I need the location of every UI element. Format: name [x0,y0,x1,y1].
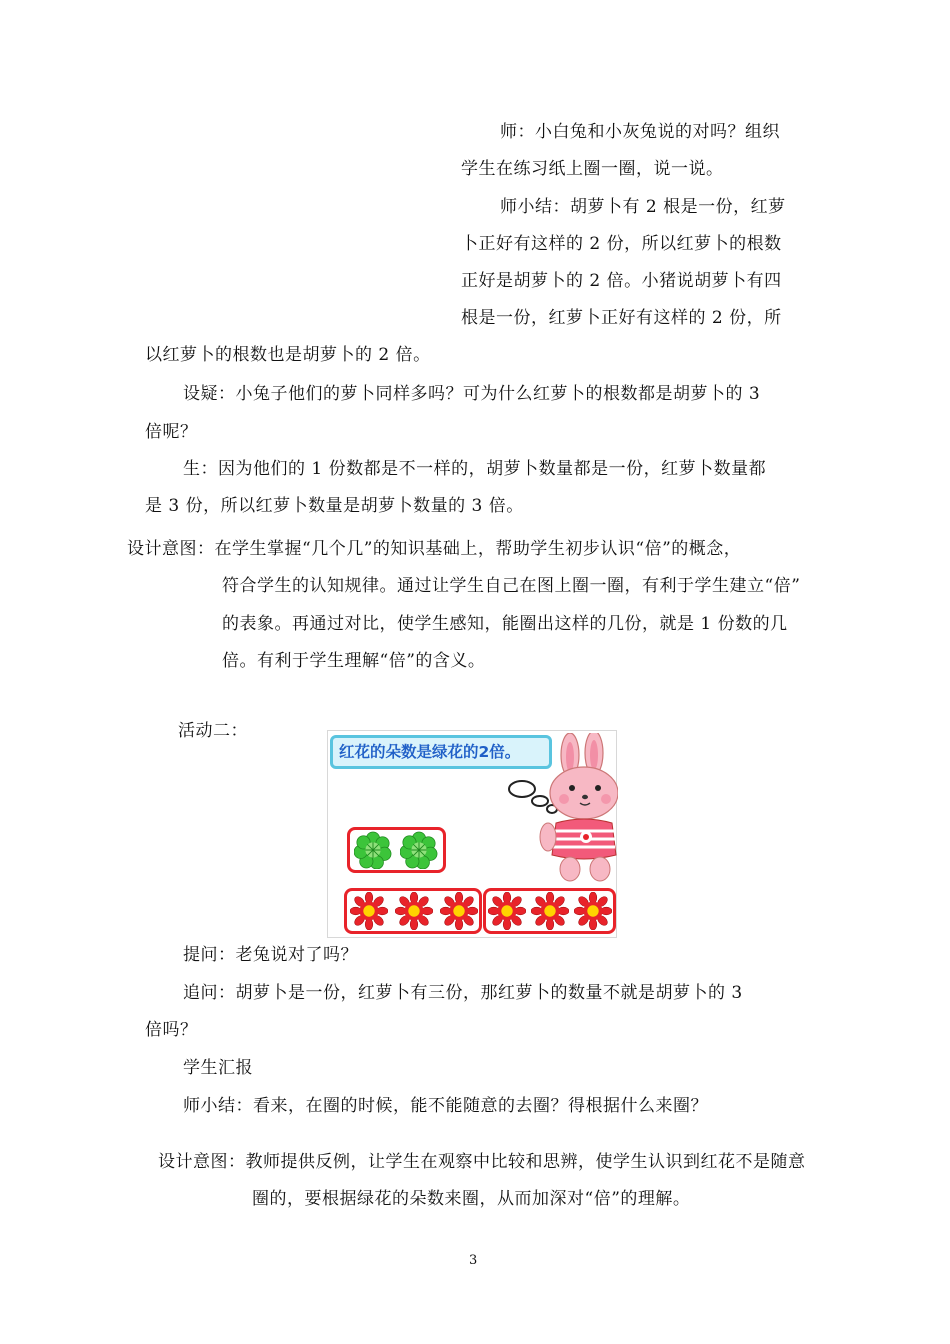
figure-caption: 红花的朵数是绿花的2倍。 [330,735,552,769]
page-number: 3 [469,1253,478,1268]
paragraph-line: 是 3 份，所以红萝卜数量是胡萝卜数量的 3 倍。 [145,496,524,516]
design-intent-line: 倍。有利于学生理解“倍”的含义。 [222,651,486,671]
flower-illustration [327,730,617,938]
paragraph-line: 正好是胡萝卜的 2 倍。小猪说胡萝卜有四 [461,271,782,291]
paragraph-line: 学生汇报 [183,1058,253,1078]
design-intent-line: 的表象。再通过对比，使学生感知，能圈出这样的几份，就是 1 份数的几 [222,614,788,634]
paragraph-line: 倍呢？ [145,422,198,442]
paragraph-line: 师：小白兔和小灰兔说的对吗？组织 [500,122,780,142]
activity-label: 活动二： [178,721,248,741]
design-intent-line: 符合学生的认知规律。通过让学生自己在图上圈一圈，有利于学生建立“倍” [222,576,801,596]
paragraph-line: 追问：胡萝卜是一份，红萝卜有三份，那红萝卜的数量不就是胡萝卜的 3 [183,983,743,1003]
paragraph-line: 学生在练习纸上圈一圈，说一说。 [461,159,724,179]
green-flower-icon [354,831,392,869]
red-flower-icon [440,892,478,930]
design-intent-line: 设计意图：教师提供反例，让学生在观察中比较和思辨，使学生认识到红花不是随意 [158,1152,806,1172]
paragraph-line: 师小结：看来，在圈的时候，能不能随意的去圈？得根据什么来圈？ [183,1096,708,1116]
paragraph-line: 以红萝卜的根数也是胡萝卜的 2 倍。 [145,345,431,365]
green-flower-group [347,827,446,873]
paragraph-line: 根是一份，红萝卜正好有这样的 2 份，所 [461,308,782,328]
paragraph-line: 设疑：小兔子他们的萝卜同样多吗？可为什么红萝卜的根数都是胡萝卜的 3 [183,384,761,404]
green-flower-icon [400,831,438,869]
design-intent-line: 圈的，要根据绿花的朵数来圈，从而加深对“倍”的理解。 [252,1189,691,1209]
paragraph-line: 卜正好有这样的 2 份，所以红萝卜的根数 [461,234,782,254]
red-flower-group [344,888,482,934]
paragraph-line: 师小结：胡萝卜有 2 根是一份，红萝 [500,197,786,217]
paragraph-line: 提问：老兔说对了吗？ [183,945,358,965]
bunny-icon [508,733,618,937]
design-intent-line: 设计意图：在学生掌握“几个几”的知识基础上，帮助学生初步认识“倍”的概念， [127,539,742,559]
paragraph-line: 生：因为他们的 1 份数都是不一样的，胡萝卜数量都是一份，红萝卜数量都 [183,459,767,479]
red-flower-icon [395,892,433,930]
paragraph-line: 倍吗？ [145,1020,198,1040]
red-flower-icon [350,892,388,930]
